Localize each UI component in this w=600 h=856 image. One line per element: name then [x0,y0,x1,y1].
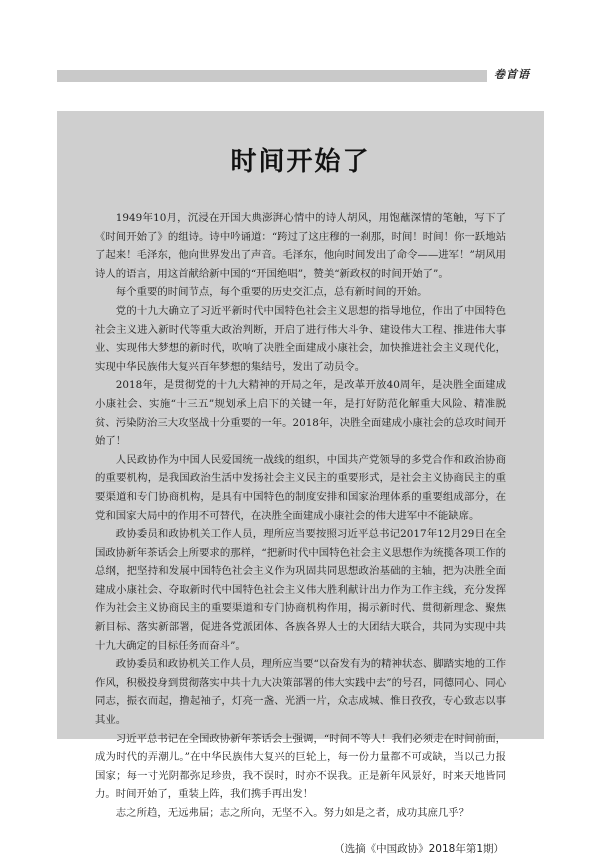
article-body [95,209,506,823]
paragraph: 政协委员和政协机关工作人员，理所应当要“以奋发有为的精神状态、脚踏实地的工作作风，积极投身到贯彻落实中共十九大决策部署的伟大实践中去”的号召，同德同心、同心同志，振衣而起，撸起袖子，灯亮一盏、光洒一片，众志成城、惟日孜孜，专心致志以事其业。 [95,658,506,727]
paragraph: 党的十九大确立了习近平新时代中国特色社会主义思想的指导地位，作出了中国特色社会主义进入新时代等重大政治判断，开启了进行伟大斗争、建设伟大工程、推进伟大事业、实现伟大梦想的新时代，吹响了决胜全面建成小康社会，加快推进社会主义现代化，实现中华民族伟大复兴百年梦想的集结号，发出了动员令。 [95,304,506,373]
article-panel [57,111,544,855]
paragraph: 习近平总书记在全国政协新年茶话会上强调，“时间不等人！我们必须走在时间前面，成为时代的弄潮儿。”在中华民族伟大复兴的巨轮上，每一份力量都不可或缺，当以己力报国家；每一寸光阴都弥足珍贵，我不误时，时亦不误我。正是新年风景好，时来天地皆同力。时间开始了，重装上阵，我们携手再出发！ [95,732,506,801]
paragraph: 每个重要的时间节点，每个重要的历史交汇点，总有新时间的开始。 [115,286,428,299]
paragraph: 人民政协作为中国人民爱国统一战线的组织，中国共产党领导的多党合作和政治协商的重要机构，是我国政治生活中发扬社会主义民主的重要形式，是社会主义协商民主的重要渠道和专门协商机构，是具有中国特色的制度安排和国家治理体系的重要组成部分，在党和国家大局中的作用不可替代，在决胜全面建成小康社会的伟大进军中不能缺席。 [95,453,506,522]
article-title: 时间开始了 [230,147,371,177]
header-bar [57,70,487,82]
paragraph: 1949年10月，沉浸在开国大典澎湃心情中的诗人胡风，用饱蘸深情的笔触，写下了《时间开始了》的组诗。诗中吟诵道：“跨过了这庄穆的一刹那，时间！时间！你一跃地站了起来！毛泽东，他向世界发出了声音。毛泽东，他向时间发出了命令——进军！”胡风用诗人的语言，用这首献给新中国的“开国绝唱”，赞美“新政权的时间开始了”。 [95,212,506,280]
paragraph: 志之所趋，无远弗届；志之所向，无坚不入。努力如是之者，成功其庶几乎？ [115,807,470,819]
source-citation: （选摘《中国政协》2018年第1期） [334,842,504,855]
paragraph: 政协委员和政协机关工作人员，理所应当要按照习近平总书记2017年12月29日在全国政协新年茶话会上所要求的那样，“把新时代中国特色社会主义思想作为统揽各项工作的总纲，把坚持和发展中国特色社会主义作为巩固共同思想政治基础的主轴，把为决胜全面建成小康社会、夺取新时代中国特色社会主义伟大胜利献计出力作为工作主线，充分发挥作为社会主义协商民主的重要渠道和专门协商机构作用，揭示新时代、贯彻新理念、聚焦新目标、落实新部署，促进各党派团体、各族各界人士的大团结大联合，共同为实现中共十九大确定的目标任务而奋斗”。 [95,528,506,652]
section-label: 卷首语 [494,68,530,81]
paragraph: 2018年，是贯彻党的十九大精神的开局之年，是改革开放40周年，是决胜全面建成小康社会、实施“十三五”规划承上启下的关键一年，是打好防范化解重大风险、精准脱贫、污染防治三大攻坚战十分重要的一年。2018年，决胜全面建成小康社会的总攻时间开始了！ [95,379,506,448]
